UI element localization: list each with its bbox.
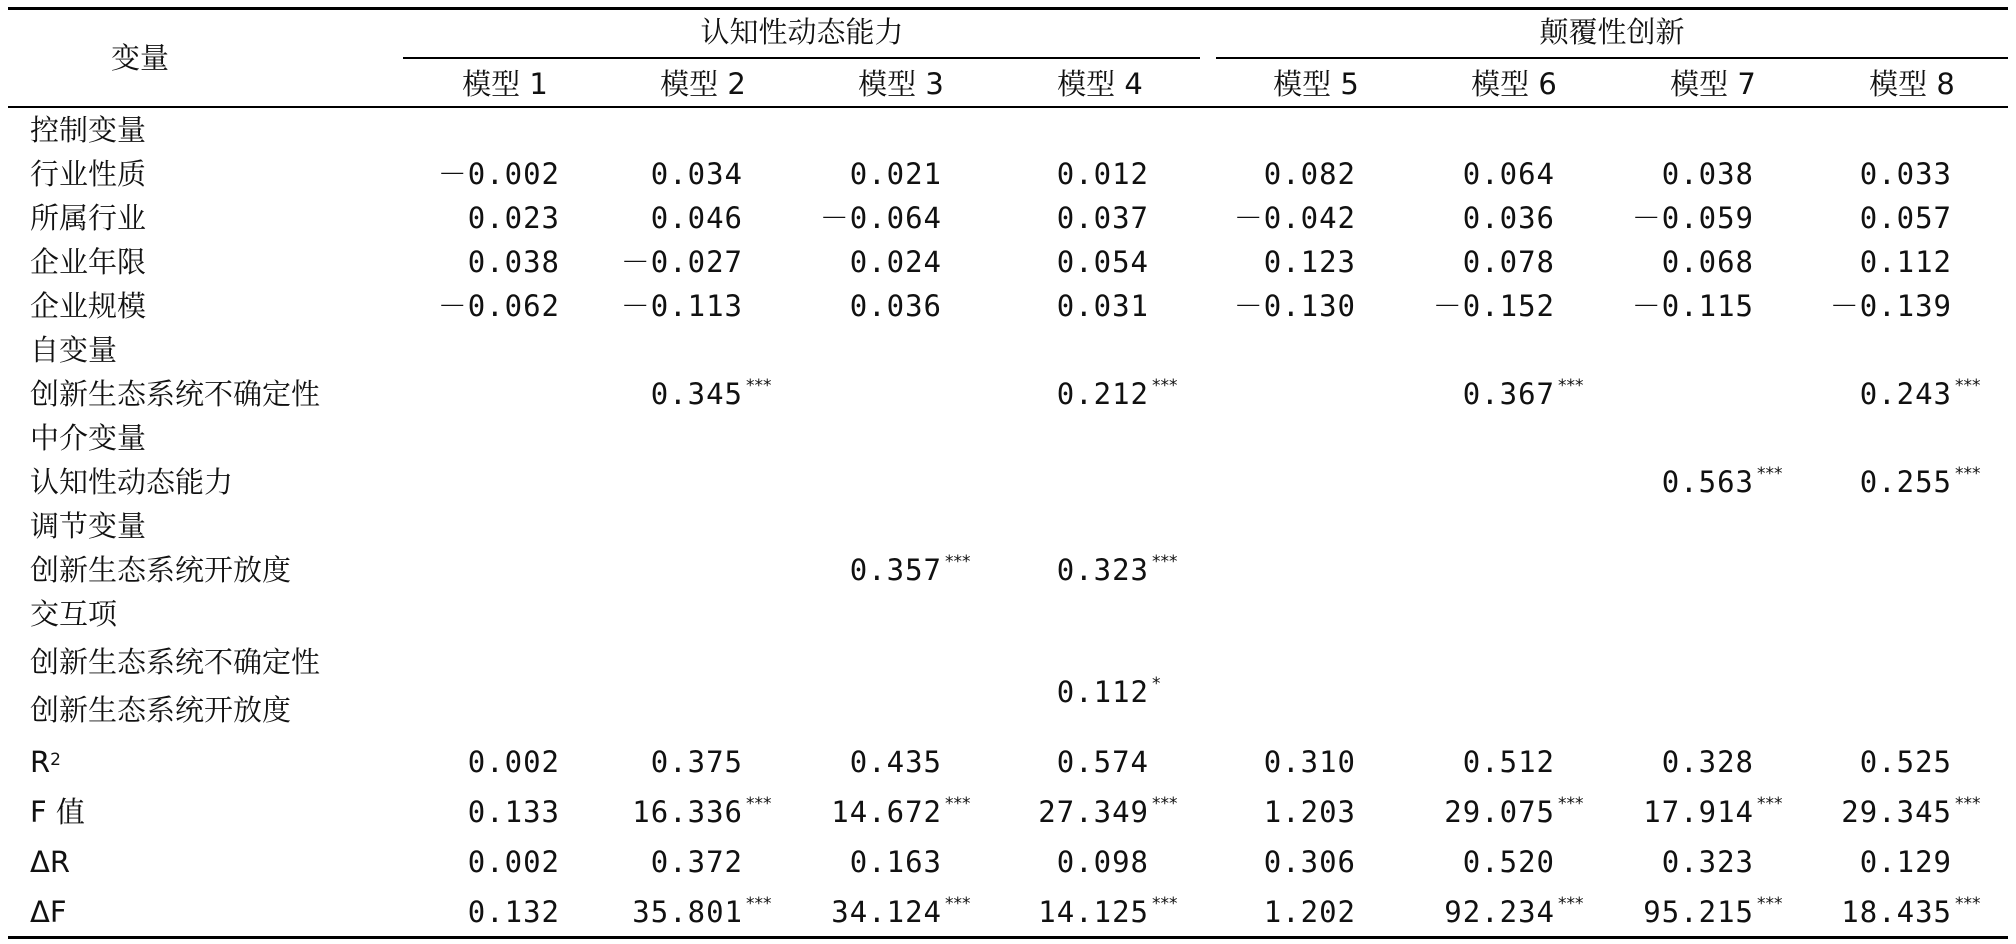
table-cell: 0.435: [849, 745, 942, 779]
table-cell: 18.435: [1841, 895, 1952, 929]
row-label: 创新生态系统开放度: [30, 553, 292, 587]
row-label: 控制变量: [30, 113, 147, 147]
group-header-cognitive-dynamic-capability: 认知性动态能力: [700, 15, 904, 49]
row-label: 行业性质: [30, 157, 147, 191]
table-cell: 0.046: [650, 201, 743, 235]
table-cell: 0.123: [1263, 245, 1356, 279]
model-header-7: 模型 7: [1670, 67, 1756, 101]
table-cell: 0.057: [1859, 201, 1952, 235]
table-cell: 0.512: [1462, 745, 1555, 779]
row-label: 所属行业: [30, 201, 147, 235]
table-cell: 0.133: [467, 795, 560, 829]
table-cell: 16.336: [632, 795, 743, 829]
significance-stars: ***: [1757, 894, 1783, 914]
significance-stars: ***: [1558, 894, 1584, 914]
row-label: 企业年限: [30, 245, 147, 279]
header-rule: [8, 106, 2008, 108]
table-cell: 0.054: [1056, 245, 1149, 279]
table-cell: 0.037: [1056, 201, 1149, 235]
table-cell: 0.024: [849, 245, 942, 279]
table-cell: 95.215: [1643, 895, 1754, 929]
table-cell: 35.801: [632, 895, 743, 929]
significance-stars: ***: [945, 894, 971, 914]
table-cell: 0.520: [1462, 845, 1555, 879]
table-cell: 0.002: [467, 845, 560, 879]
model-header-8: 模型 8: [1869, 67, 1955, 101]
table-cell: －0.042: [1233, 201, 1356, 235]
bottom-rule: [8, 936, 2008, 939]
table-cell: 0.323: [1056, 553, 1149, 587]
group1-underline: [403, 57, 1200, 59]
group-header-disruptive-innovation: 颠覆性创新: [1539, 15, 1685, 49]
row-label-superscript: 2: [50, 750, 61, 770]
table-cell: 0.031: [1056, 289, 1149, 323]
table-cell: －0.115: [1631, 289, 1754, 323]
model-header-3: 模型 3: [858, 67, 944, 101]
table-cell: －0.059: [1631, 201, 1754, 235]
table-cell: 0.078: [1462, 245, 1555, 279]
table-cell: 0.082: [1263, 157, 1356, 191]
table-cell: 0.038: [467, 245, 560, 279]
table-cell: 0.306: [1263, 845, 1356, 879]
table-cell: 0.310: [1263, 745, 1356, 779]
table-cell: 0.023: [467, 201, 560, 235]
table-cell: 0.098: [1056, 845, 1149, 879]
significance-stars: ***: [1152, 376, 1178, 396]
table-cell: 14.672: [831, 795, 942, 829]
significance-stars: ***: [1152, 794, 1178, 814]
significance-stars: ***: [1955, 794, 1981, 814]
significance-stars: *: [1152, 674, 1161, 694]
significance-stars: ***: [746, 376, 772, 396]
table-cell: 0.357: [849, 553, 942, 587]
row-label: 中介变量: [30, 421, 147, 455]
table-cell: 0.002: [467, 745, 560, 779]
significance-stars: ***: [1955, 894, 1981, 914]
table-cell: 92.234: [1444, 895, 1555, 929]
table-cell: 0.375: [650, 745, 743, 779]
table-cell: 27.349: [1038, 795, 1149, 829]
table-cell: 17.914: [1643, 795, 1754, 829]
table-cell: 29.075: [1444, 795, 1555, 829]
table-cell: 0.345: [650, 377, 743, 411]
row-label: $R^2$: [30, 745, 61, 779]
significance-stars: ***: [1558, 794, 1584, 814]
table-cell: 0.129: [1859, 845, 1952, 879]
significance-stars: ***: [945, 552, 971, 572]
row-label: 创新生态系统不确定性: [30, 377, 321, 411]
table-cell: －0.064: [819, 201, 942, 235]
significance-stars: ***: [945, 794, 971, 814]
table-cell: 0.328: [1661, 745, 1754, 779]
table-cell: 14.125: [1038, 895, 1149, 929]
top-rule: [8, 7, 2008, 10]
table-cell: －0.130: [1233, 289, 1356, 323]
model-header-2: 模型 2: [660, 67, 746, 101]
row-label: 创新生态系统开放度: [30, 693, 292, 727]
significance-stars: ***: [1955, 464, 1981, 484]
table-cell: 0.038: [1661, 157, 1754, 191]
table-cell: 0.036: [1462, 201, 1555, 235]
table-cell: 0.323: [1661, 845, 1754, 879]
row-label: 自变量: [30, 333, 118, 367]
significance-stars: ***: [1152, 552, 1178, 572]
table-cell: 0.132: [467, 895, 560, 929]
table-cell: 0.112: [1859, 245, 1952, 279]
table-cell: －0.062: [437, 289, 560, 323]
group2-underline: [1216, 57, 2008, 59]
table-cell: 0.525: [1859, 745, 1952, 779]
table-cell: －0.139: [1829, 289, 1952, 323]
interaction-term-value: 0.112: [1056, 675, 1149, 709]
row-label: 创新生态系统不确定性: [30, 645, 321, 679]
model-header-4: 模型 4: [1057, 67, 1143, 101]
significance-stars: ***: [1757, 794, 1783, 814]
model-header-5: 模型 5: [1273, 67, 1359, 101]
significance-stars: ***: [746, 894, 772, 914]
table-cell: 0.372: [650, 845, 743, 879]
table-cell: 0.163: [849, 845, 942, 879]
table-cell: 0.068: [1661, 245, 1754, 279]
table-cell: －0.152: [1432, 289, 1555, 323]
row-label: ΔF: [30, 895, 67, 929]
row-label: 认知性动态能力: [30, 465, 234, 499]
table-cell: 0.255: [1859, 465, 1952, 499]
significance-stars: ***: [746, 794, 772, 814]
table-cell: 0.243: [1859, 377, 1952, 411]
significance-stars: ***: [1558, 376, 1584, 396]
significance-stars: ***: [1152, 894, 1178, 914]
row-label: F 值: [30, 795, 85, 829]
table-cell: －0.027: [620, 245, 743, 279]
table-cell: －0.113: [620, 289, 743, 323]
table-cell: 0.367: [1462, 377, 1555, 411]
model-header-1: 模型 1: [462, 67, 548, 101]
table-cell: －0.002: [437, 157, 560, 191]
model-header-6: 模型 6: [1471, 67, 1557, 101]
table-cell: 29.345: [1841, 795, 1952, 829]
variable-header: 变量: [110, 41, 170, 75]
row-label: 调节变量: [30, 509, 147, 543]
table-cell: 0.064: [1462, 157, 1555, 191]
table-cell: 1.203: [1263, 795, 1356, 829]
table-cell: 0.212: [1056, 377, 1149, 411]
table-cell: 0.036: [849, 289, 942, 323]
significance-stars: ***: [1955, 376, 1981, 396]
table-cell: 0.012: [1056, 157, 1149, 191]
row-label: ΔR: [30, 845, 70, 879]
row-label: 企业规模: [30, 289, 147, 323]
table-cell: 0.574: [1056, 745, 1149, 779]
table-cell: 0.034: [650, 157, 743, 191]
table-cell: 0.021: [849, 157, 942, 191]
significance-stars: ***: [1757, 464, 1783, 484]
table-cell: 0.563: [1661, 465, 1754, 499]
table-cell: 34.124: [831, 895, 942, 929]
table-cell: 0.033: [1859, 157, 1952, 191]
table-cell: 1.202: [1263, 895, 1356, 929]
row-label: 交互项: [30, 597, 118, 631]
